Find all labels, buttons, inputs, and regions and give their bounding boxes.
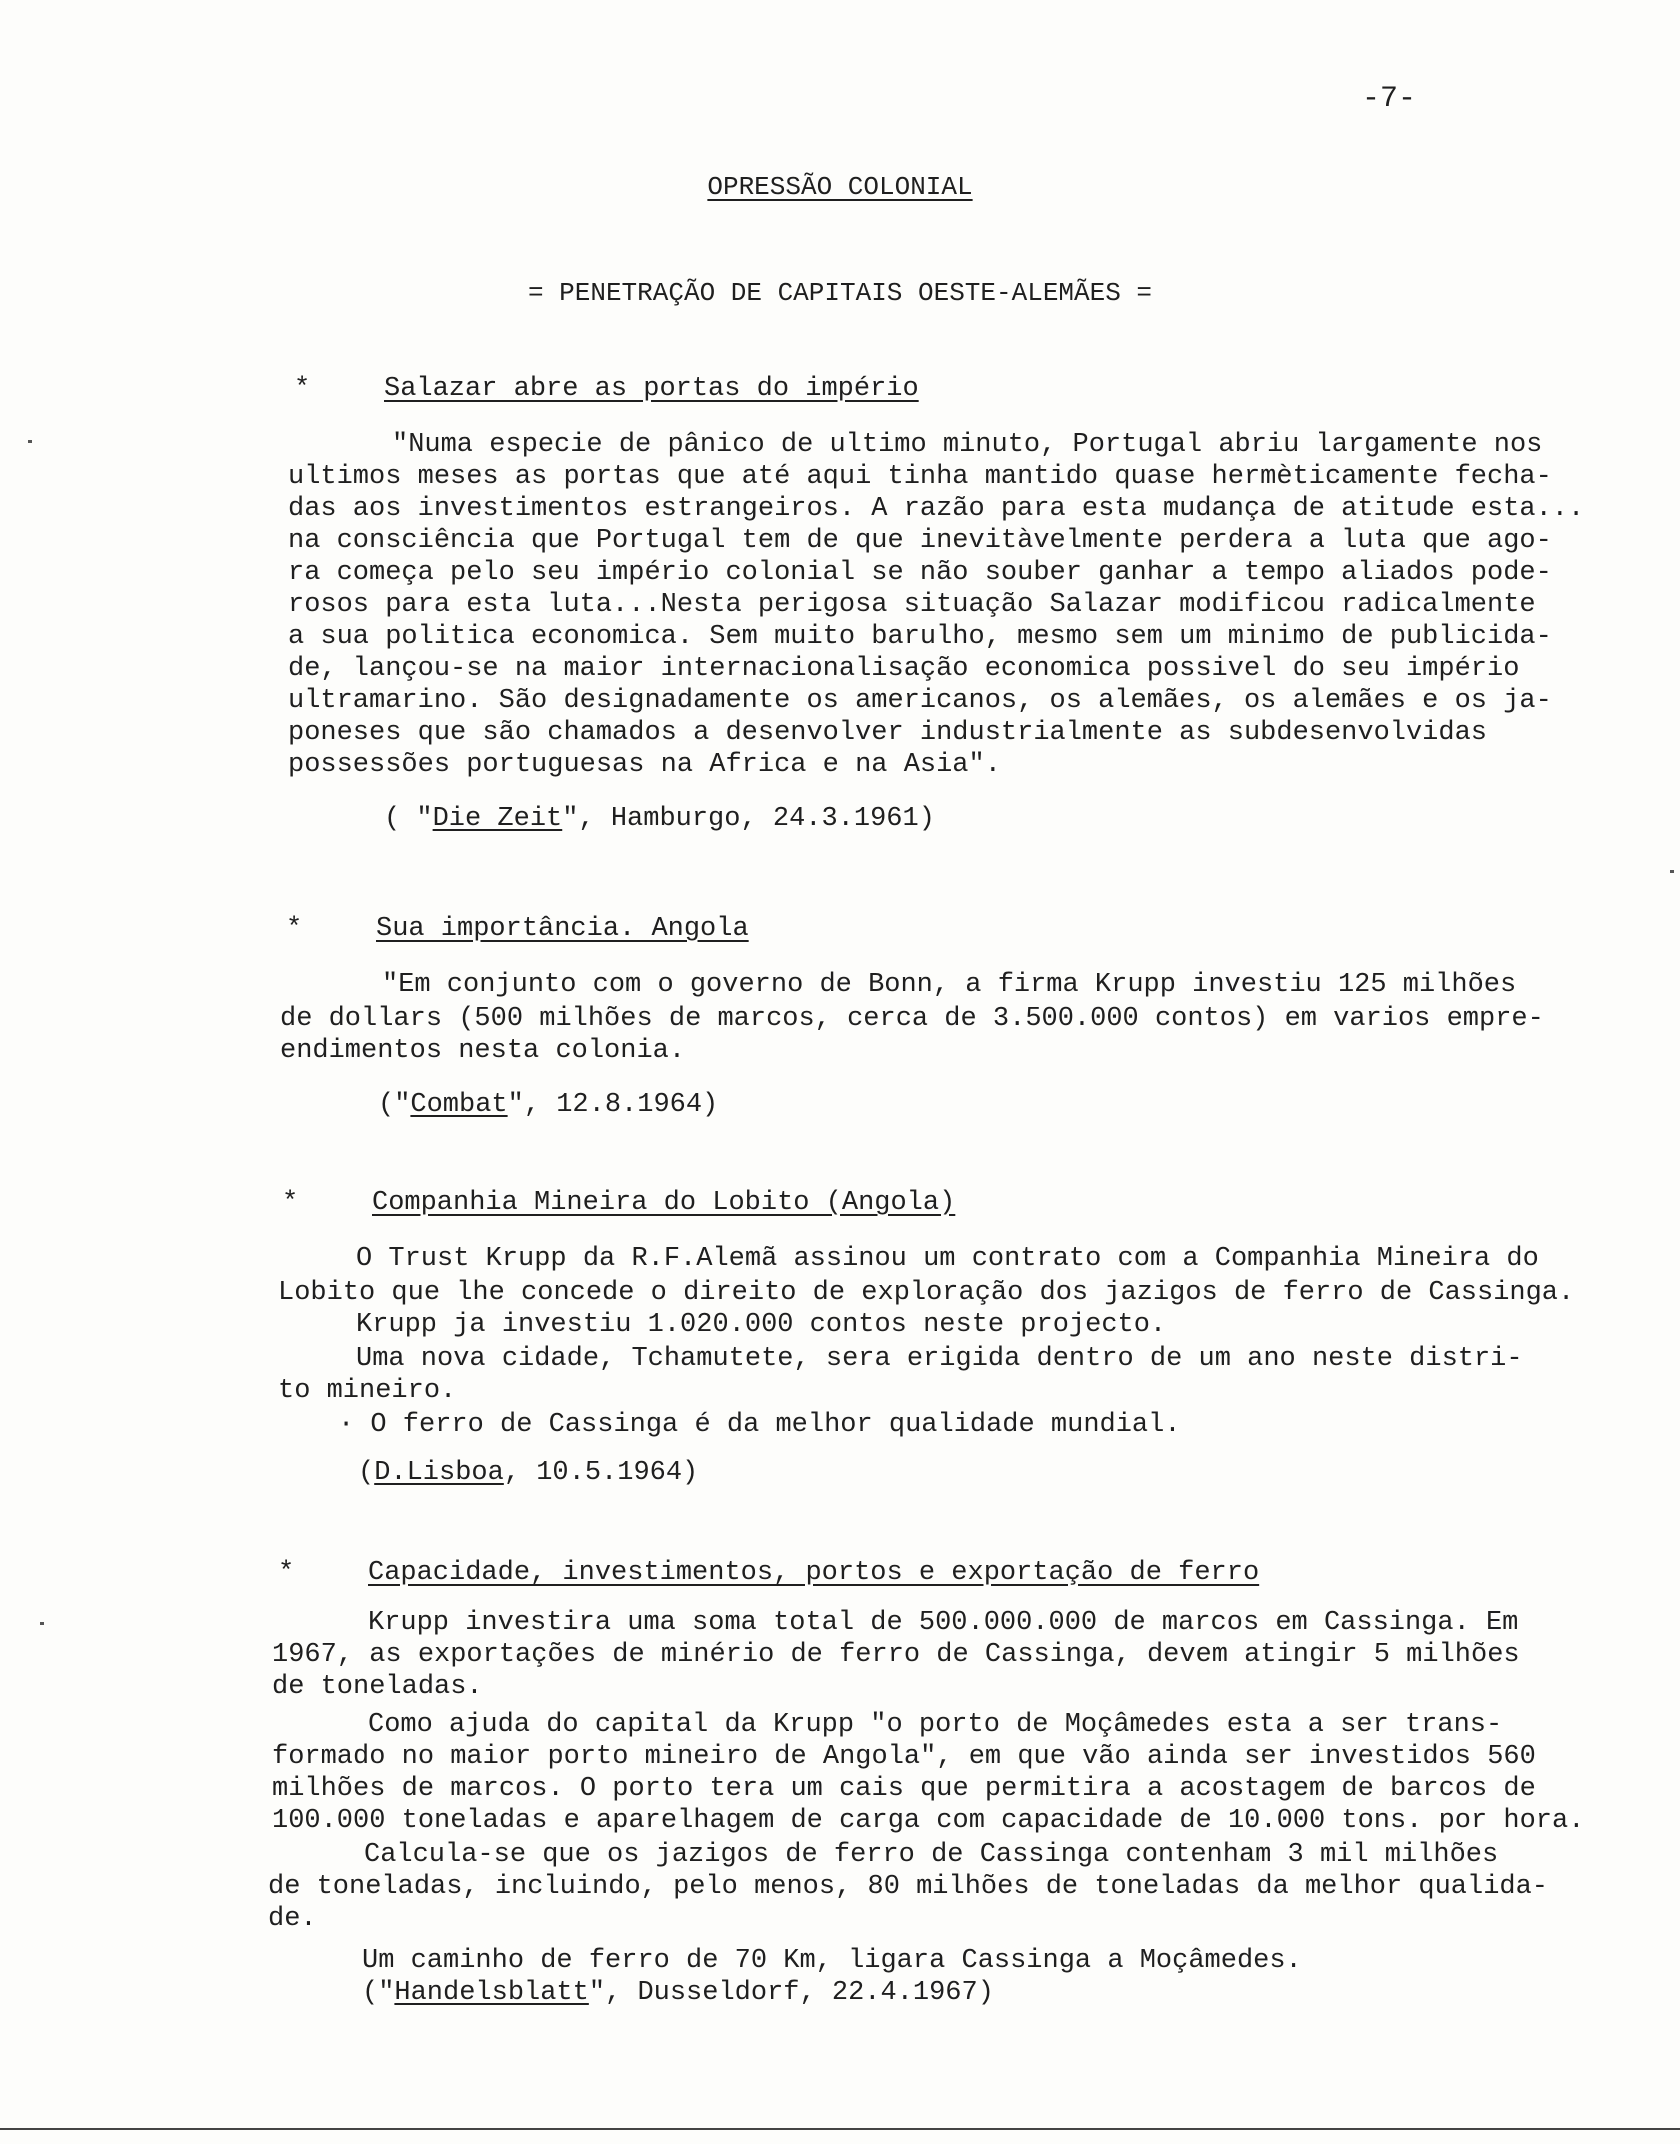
text-line: 100.000 toneladas e aparelhagem de carga com capacidade de 10.000 tons. por hora. (272, 1806, 1585, 1836)
section-bullet: * (282, 1188, 299, 1218)
text-line: Krupp ja investiu 1.020.000 contos neste projecto. (356, 1310, 1167, 1340)
scan-mark (40, 1622, 44, 1625)
text-line: Calcula-se que os jazigos de ferro de Cassinga contenham 3 mil milhões (364, 1840, 1499, 1870)
source-citation: ( "Die Zeit", Hamburgo, 24.3.1961) (384, 804, 935, 834)
text-line: Krupp investira uma soma total de 500.000.000 de marcos em Cassinga. Em (368, 1608, 1519, 1638)
scan-mark (1670, 870, 1674, 873)
page-title (0, 172, 1680, 202)
page-subtitle: = PENETRAÇÃO DE CAPITAIS OESTE-ALEMÃES = (527, 278, 1153, 308)
text-line: a sua politica economica. Sem muito barulho, mesmo sem um minimo de publicida- (288, 622, 1552, 652)
section-heading: Capacidade, investimentos, portos e exportação de ferro (368, 1558, 1260, 1588)
text-line: de, lançou-se na maior internacionalisação economica possivel do seu império (288, 654, 1520, 684)
text-line: possessões portuguesas na Africa e na Asia". (288, 750, 1001, 780)
text-line: "Numa especie de pânico de ultimo minuto, Portugal abriu largamente nos (392, 430, 1543, 460)
text-line: poneses que são chamados a desenvolver industrialmente as subdesenvolvidas (288, 718, 1487, 748)
text-line: formado no maior porto mineiro de Angola", em que vão ainda ser investidos 560 (272, 1742, 1536, 1772)
section-heading: Sua importância. Angola (376, 914, 749, 944)
text-line: de toneladas, incluindo, pelo menos, 80 milhões de toneladas da melhor qualida- (268, 1872, 1549, 1902)
text-line: "Em conjunto com o governo de Bonn, a firma Krupp investiu 125 milhões (382, 970, 1517, 1000)
text-line: to mineiro. (278, 1376, 457, 1406)
text-line: Lobito que lhe concede o direito de exploração dos jazigos de ferro de Cassinga. (278, 1278, 1575, 1308)
section-bullet: * (286, 914, 303, 944)
source-name: D.Lisboa (374, 1458, 504, 1488)
page-title-text: OPRESSÃO COLONIAL (707, 172, 973, 202)
section-heading: Salazar abre as portas do império (384, 374, 919, 404)
text-line: Um caminho de ferro de 70 Km, ligara Cassinga a Moçâmedes. (362, 1946, 1302, 1976)
text-line: ra começa pelo seu império colonial se não souber ganhar a tempo aliados pode- (288, 558, 1552, 588)
page-bottom-rule (0, 2128, 1680, 2130)
source-citation: ("Combat", 12.8.1964) (378, 1090, 719, 1120)
section-bullet: * (294, 374, 311, 404)
text-line: de dollars (500 milhões de marcos, cerca de 3.500.000 contos) em varios empre- (280, 1004, 1544, 1034)
text-line: ultramarino. São designadamente os americanos, os alemães, os alemães e os ja- (288, 686, 1552, 716)
source-citation: ("Handelsblatt", Dusseldorf, 22.4.1967) (362, 1978, 994, 2008)
source-name: Handelsblatt (394, 1978, 589, 2008)
text-line: 1967, as exportações de minério de ferro de Cassinga, devem atingir 5 milhões (272, 1640, 1520, 1670)
text-line: · O ferro de Cassinga é da melhor qualidade mundial. (338, 1410, 1181, 1440)
page-number: -7- (1362, 82, 1417, 116)
source-citation: (D.Lisboa, 10.5.1964) (358, 1458, 699, 1488)
source-name: Combat (410, 1090, 508, 1120)
text-line: Uma nova cidade, Tchamutete, sera erigida dentro de um ano neste distri- (356, 1344, 1523, 1374)
section-bullet: * (278, 1558, 295, 1588)
text-line: milhões de marcos. O porto tera um cais que permitira a acostagem de barcos de (272, 1774, 1536, 1804)
text-line: de. (268, 1904, 317, 1934)
text-line: Como ajuda do capital da Krupp "o porto de Moçâmedes esta a ser trans- (368, 1710, 1503, 1740)
text-line: na consciência que Portugal tem de que inevitàvelmente perdera a luta que ago- (288, 526, 1552, 556)
text-line: endimentos nesta colonia. (280, 1036, 686, 1066)
source-name: Die Zeit (432, 804, 563, 834)
text-line: das aos investimentos estrangeiros. A razão para esta mudança de atitude esta... (288, 494, 1585, 524)
text-line: de toneladas. (272, 1672, 483, 1702)
scan-mark (28, 440, 32, 443)
section-heading: Companhia Mineira do Lobito (Angola) (372, 1188, 956, 1218)
text-line: ultimos meses as portas que até aqui tinha mantido quase hermèticamente fecha- (288, 462, 1552, 492)
text-line: rosos para esta luta...Nesta perigosa situação Salazar modificou radicalmente (288, 590, 1536, 620)
text-line: O Trust Krupp da R.F.Alemã assinou um contrato com a Companhia Mineira do (356, 1244, 1539, 1274)
